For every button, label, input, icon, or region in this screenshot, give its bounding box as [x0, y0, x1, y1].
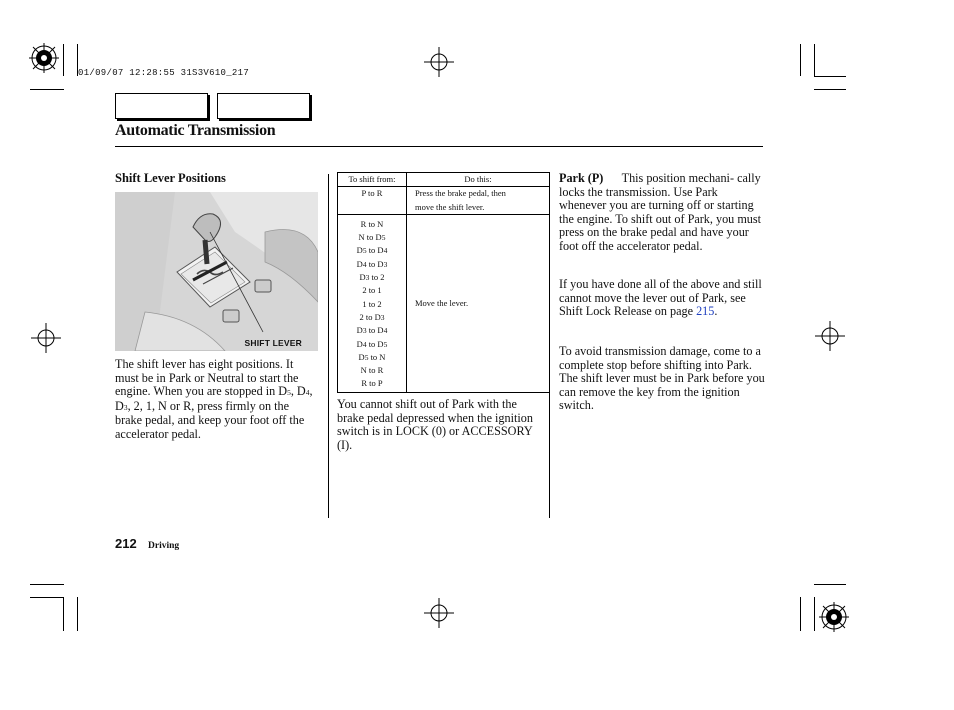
crop-mark: [800, 44, 801, 76]
table-cell-line: Press the brake pedal, then: [415, 188, 506, 199]
para-text: If you have done all of the above and still cannot move the lever out of Park, see Shift Lock Release on page: [559, 277, 762, 318]
table-cell-line: [338, 298, 406, 311]
shift-from-text: D: [356, 338, 363, 349]
table-cell-line: [338, 271, 406, 284]
page-number: 212: [115, 536, 137, 551]
subscript: 4: [362, 339, 367, 349]
table-row: [338, 214, 550, 392]
table-cell-line: [338, 364, 406, 377]
shift-to-text: to D: [366, 245, 384, 256]
table-cell-do: [407, 187, 550, 215]
shift-to-text: to D: [366, 325, 384, 336]
nav-tab-box-1[interactable]: [115, 93, 208, 119]
shift-to-text: to D: [366, 258, 384, 269]
table-cell-line: [338, 338, 406, 351]
table-cell-line: [338, 258, 406, 271]
subscript: 4: [362, 259, 367, 269]
table-header-row: [338, 173, 550, 187]
illustration-label: SHIFT LEVER: [244, 338, 302, 348]
para-text: , D: [290, 384, 306, 398]
page-reference-link[interactable]: 215: [696, 304, 715, 318]
table-cell-line: [338, 351, 406, 364]
table-cell-line: [338, 377, 406, 390]
subscript: 3: [362, 326, 367, 336]
shift-lever-illustration: [115, 192, 318, 351]
table-cell-line: Move the lever.: [415, 297, 469, 308]
shift-to-text: to 2: [369, 272, 385, 283]
shift-from-text: N to D: [358, 232, 382, 243]
park-label: Park (P): [559, 171, 604, 185]
table-row: [338, 187, 550, 215]
subscript: 4: [305, 388, 310, 397]
shift-to-text: to D: [366, 338, 384, 349]
middle-paragraph: You cannot shift out of Park with the brake pedal depressed when the ignition switch is in LOCK (0) or ACCESSORY (I).: [337, 397, 533, 452]
registration-mark-top-left: [29, 43, 59, 73]
table-cell-line: [338, 311, 406, 324]
crop-mark: [30, 89, 64, 90]
subscript: 3: [365, 273, 370, 283]
table-cell-do: [407, 214, 550, 392]
table-cell-line: [338, 324, 406, 337]
subscript: 3: [123, 402, 128, 412]
table-header-do: Do this:: [407, 173, 550, 187]
table-cell-from: P to R: [338, 187, 407, 215]
park-paragraph: [559, 172, 765, 253]
para-text: cally locks the transmission. Use Park whenever you are turning off or starting the engine. To shift out of Park, you must press on the brake pedal and have your foot off the accelerator pedal.: [559, 171, 762, 253]
crosshair-right: [815, 321, 845, 351]
table-cell-line: [338, 218, 406, 231]
crop-mark: [800, 597, 801, 631]
left-paragraph: [115, 358, 319, 441]
table-cell-line: [338, 231, 406, 244]
table-cell-from-group: [338, 214, 407, 392]
title-rule: [115, 146, 763, 147]
section-heading: Shift Lever Positions: [115, 171, 226, 185]
subscript: 4: [383, 246, 388, 256]
para-text: , 2, 1, N or R, press firmly on the brake pedal, and keep your foot off the accelerator pedal.: [115, 398, 305, 441]
subscript: 5: [287, 388, 291, 397]
para-text: , D: [115, 384, 313, 413]
registration-mark-bottom-right: [819, 602, 849, 632]
table-cell-line: [338, 284, 406, 297]
shift-lock-paragraph: [559, 278, 765, 319]
crop-mark: [814, 584, 846, 585]
crop-mark: [30, 584, 64, 585]
crosshair-left: [31, 323, 61, 353]
para-text: D: [278, 384, 288, 398]
subscript: 4: [383, 326, 388, 336]
shift-table-wrapper: [337, 172, 550, 393]
subscript: 3: [380, 312, 385, 322]
shift-from-text: 2 to 1: [362, 285, 382, 296]
table-header-from: To shift from:: [338, 173, 407, 187]
para-text: This position mechani-: [621, 171, 735, 185]
damage-paragraph: To avoid transmission damage, come to a complete stop before shifting into Park. The shift lever must be in Park before you can remove the key from the ignition switch.: [559, 344, 765, 412]
subscript: 5: [364, 352, 369, 362]
subscript: 3: [383, 259, 388, 269]
table-cell-line: move the shift lever.: [415, 201, 485, 212]
column-divider: [328, 174, 329, 518]
shift-from-text: D: [356, 245, 363, 256]
subscript: 5: [362, 246, 367, 256]
crosshair-top-center: [424, 47, 454, 77]
shift-from-text: 1 to 2: [362, 298, 382, 309]
shift-from-text: D: [359, 272, 366, 283]
shift-from-text: N to R: [360, 365, 384, 376]
crop-mark: [63, 597, 64, 631]
subscript: 5: [383, 339, 388, 349]
shift-from-text: D: [358, 351, 365, 362]
crosshair-bottom-center: [424, 598, 454, 628]
shift-to-text: to N: [368, 351, 386, 362]
subscript: 5: [381, 233, 386, 243]
shift-table: [337, 172, 550, 393]
para-text: The shift lever has eight positions. It must be in Park or Neutral to start the engine. When you are stopped in: [115, 357, 299, 398]
nav-tab-box-2[interactable]: [217, 93, 310, 119]
crop-mark: [814, 76, 846, 77]
shift-from-text: R to N: [360, 218, 384, 229]
section-name: Driving: [148, 541, 180, 551]
crop-mark: [814, 89, 846, 90]
page-title: Automatic Transmission: [115, 122, 276, 139]
para-text: .: [714, 304, 718, 318]
crop-mark: [30, 597, 64, 598]
shift-from-text: D: [356, 325, 363, 336]
crop-mark: [77, 597, 78, 631]
shift-from-text: 2 to D: [359, 311, 381, 322]
table-cell-line: [338, 244, 406, 257]
shift-from-text: D: [356, 258, 363, 269]
shift-from-text: R to P: [361, 378, 383, 389]
crop-mark: [63, 44, 64, 76]
crop-mark: [814, 597, 815, 631]
print-stamp: 01/09/07 12:28:55 31S3V610_217: [78, 68, 250, 78]
crop-mark: [814, 44, 815, 76]
